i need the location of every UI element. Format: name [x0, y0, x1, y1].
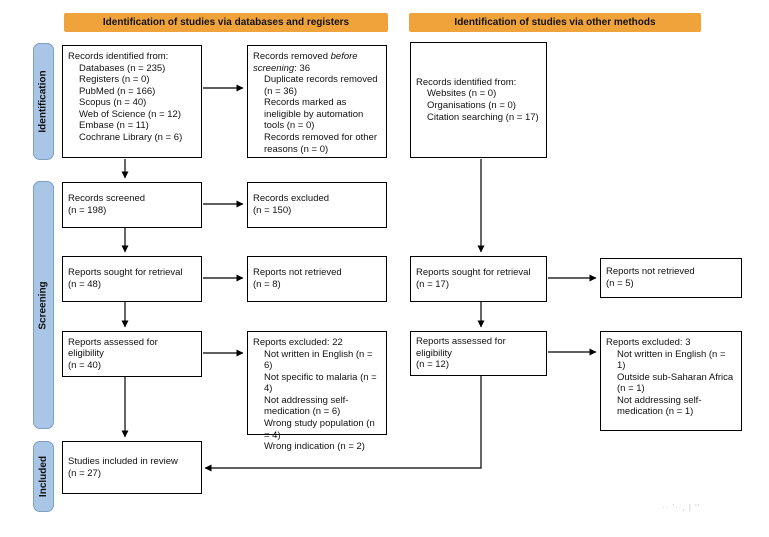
box-line: (n = 40) — [68, 359, 102, 371]
list-item: Web of Science (n = 12) — [79, 108, 182, 120]
box-line: Reports assessed for eligibility — [416, 336, 506, 359]
stage-identification-label: Identification — [38, 70, 50, 133]
box-line: (n = 150) — [253, 205, 292, 216]
box-line: (n = 5) — [606, 278, 634, 289]
box-reports-not-retrieved-other — [600, 258, 742, 298]
box-line: (n = 27) — [68, 467, 102, 479]
box-reports-not-retrieved-databases — [247, 256, 387, 302]
stage-screening-label: Screening — [38, 280, 50, 330]
box-reports-sought-other — [410, 256, 547, 302]
box-line: Studies included in review — [68, 455, 178, 467]
list-item: Duplicate records removed (n = 36) — [264, 74, 378, 97]
list-item: Scopus (n = 40) — [79, 97, 147, 109]
list-item: Cochrane Library (n = 6) — [79, 132, 183, 144]
list-item: Embase (n = 11) — [79, 120, 149, 132]
box-records-screened — [62, 182, 202, 228]
box-records-identified-databases — [62, 45, 202, 158]
title-text: : 36 — [294, 62, 311, 74]
stage-included-label: Included — [38, 455, 49, 498]
stage-identification — [33, 43, 54, 160]
box-line: Records screened — [68, 193, 146, 205]
box-line: Reports sought for retrieval — [416, 267, 531, 279]
list-item: Citation searching (n = 17) — [427, 111, 539, 123]
corner-scribble: ·· '··, | '' — [662, 503, 701, 512]
header-databases-registers: Identification of studies via databases and registers — [64, 13, 388, 32]
box-title: Reports excluded: 3 — [606, 337, 691, 348]
list-item: PubMed (n = 166) — [79, 85, 156, 97]
box-reports-excluded-databases — [247, 331, 387, 453]
title-italic-text: before screening — [253, 51, 358, 74]
box-line: (n = 12) — [416, 359, 450, 371]
list-item: Records removed for other reasons (n = 0) — [264, 132, 377, 155]
list-item: Wrong study population (n = 4) — [264, 418, 375, 441]
list-item: Not written in English (n = 6) — [264, 348, 373, 372]
box-reports-assessed-databases — [62, 331, 202, 377]
list-item: Outside sub-Saharan Africa (n = 1) — [617, 371, 734, 395]
box-records-removed — [247, 45, 387, 158]
box-reports-excluded-other — [600, 331, 742, 431]
list-item: Not addressing self-medication (n = 1) — [617, 394, 702, 418]
box-line: Records excluded — [253, 193, 330, 205]
list-item: Records marked as ineligible by automation tools (n = 0) — [264, 97, 364, 132]
box-title — [253, 51, 381, 74]
list-item: Not addressing self-medication (n = 6) — [264, 394, 349, 418]
title-text: Records removed — [253, 51, 331, 62]
box-line: Reports sought for retrieval — [68, 267, 183, 279]
box-title: Records identified from: — [416, 76, 517, 88]
list-item: Databases (n = 235) — [79, 62, 166, 74]
box-line: (n = 198) — [68, 205, 107, 216]
box-line: (n = 8) — [253, 279, 281, 290]
box-line: Reports not retrieved — [606, 266, 695, 278]
box-reports-sought-databases — [62, 256, 202, 302]
list-item: Registers (n = 0) — [79, 74, 150, 86]
header-other-methods: Identification of studies via other methods — [409, 13, 701, 32]
box-line: Reports assessed for eligibility — [68, 336, 158, 360]
stage-screening — [33, 181, 54, 429]
list-item: Wrong indication (n = 2) — [264, 441, 365, 453]
box-title: Records identified from: — [68, 51, 169, 62]
box-title: Reports excluded: 22 — [253, 337, 343, 348]
box-line: (n = 48) — [68, 279, 102, 290]
box-line: (n = 17) — [416, 279, 450, 290]
box-reports-assessed-other — [410, 331, 547, 376]
box-line: Reports not retrieved — [253, 267, 342, 279]
list-item: Websites (n = 0) — [427, 88, 497, 100]
box-records-excluded — [247, 182, 387, 228]
stage-included — [33, 441, 54, 512]
box-records-identified-other — [410, 42, 547, 158]
box-studies-included — [62, 441, 202, 494]
list-item: Organisations (n = 0) — [427, 100, 516, 111]
list-item: Not written in English (n = 1) — [617, 348, 726, 372]
list-item: Not specific to malaria (n = 4) — [264, 371, 377, 395]
